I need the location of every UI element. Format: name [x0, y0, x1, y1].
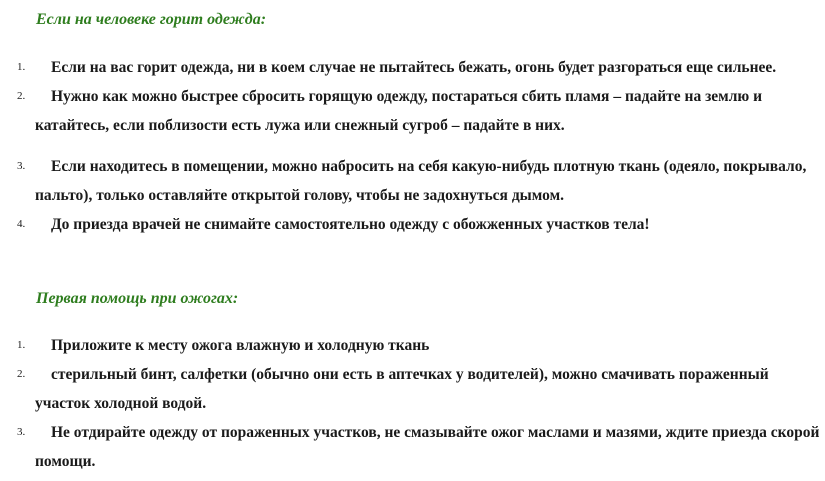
list-number: 2. [17, 90, 26, 102]
list-item-text: До приезда врачей не снимайте самостоятельно одежду с обожженных участков тела! [51, 216, 650, 233]
list-item-text: Если на вас горит одежда, ни в коем случае не пытайтесь бежать, огонь будет разгораться еще сильнее. [51, 59, 777, 76]
list-item [0, 418, 825, 476]
list-item [0, 210, 825, 239]
list-item-text: Если находитесь в помещении, можно набросить на себя какую-нибудь плотную ткань (одеяло, покрывало, пальто), только оставляйте открытой голову, чтобы не задохнуться дымом. [35, 158, 807, 204]
list-item-text: Не отдирайте одежду от пораженных участков, не смазывайте ожог маслами и мазями, ждите приезда скорой помощи. [35, 424, 820, 470]
list-item [0, 331, 825, 360]
list-number: 1. [17, 339, 26, 351]
list-number: 3. [17, 160, 26, 172]
list-item [0, 82, 825, 140]
list-item [0, 53, 825, 82]
list-item-text: Нужно как можно быстрее сбросить горящую одежду, постараться сбить пламя – падайте на землю и катайтесь, если поблизости есть лужа или снежный сугроб – падайте в них. [35, 88, 763, 134]
list-item-text: стерильный бинт, салфетки (обычно они есть в аптечках у водителей), можно смачивать пораженный участок холодной водой. [35, 366, 769, 412]
list-item [0, 360, 825, 418]
list-number: 3. [17, 426, 26, 438]
spacer [0, 140, 825, 152]
first-aid-list [0, 331, 825, 476]
list-item-text: Приложите к месту ожога влажную и холодную ткань [51, 337, 430, 354]
list-item [0, 152, 825, 210]
section-heading-first-aid: Первая помощь при ожогах: [36, 290, 239, 307]
section-heading-clothes-fire: Если на человеке горит одежда: [36, 11, 267, 28]
list-number: 2. [17, 368, 26, 380]
clothes-fire-list [0, 53, 825, 239]
list-number: 4. [17, 218, 26, 230]
list-number: 1. [17, 61, 26, 73]
